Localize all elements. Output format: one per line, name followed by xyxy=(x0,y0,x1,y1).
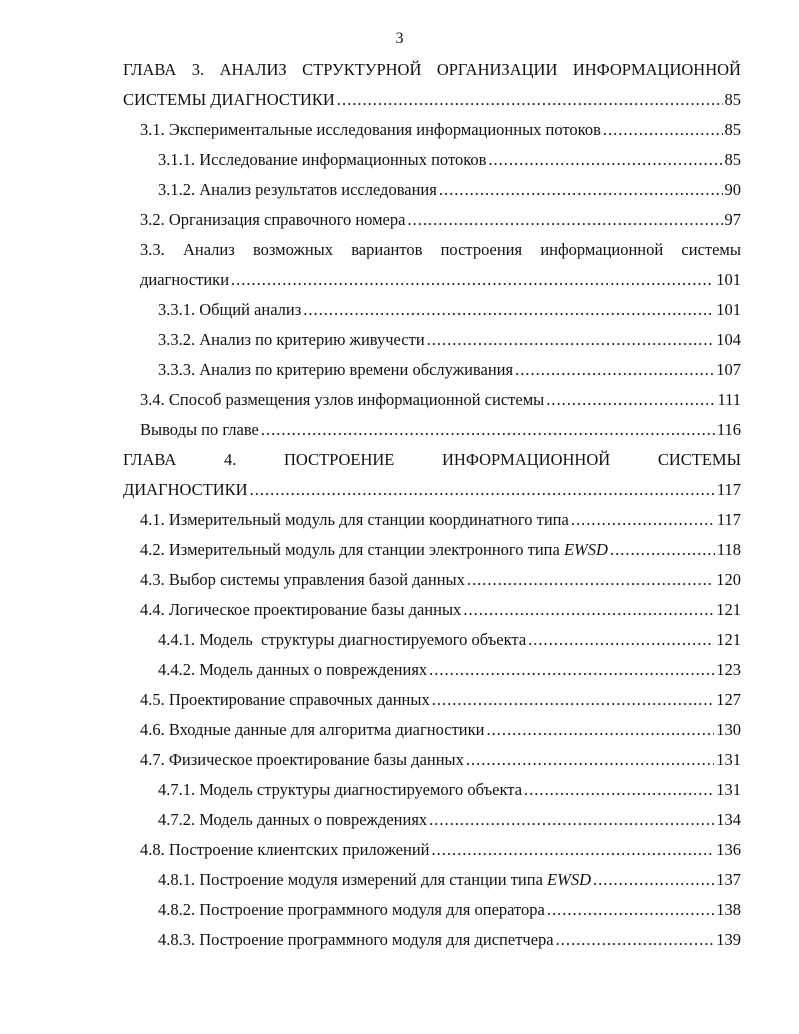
entry-label: 3.1.1. Исследование информационных потоков xyxy=(158,150,487,169)
page-ref: 139 xyxy=(716,930,741,949)
entry-label: ДИАГНОСТИКИ xyxy=(123,480,248,499)
page-ref: 120 xyxy=(716,570,741,589)
word: построения xyxy=(440,240,523,259)
leader-dots xyxy=(429,660,714,680)
leader-dots xyxy=(250,480,715,500)
entry-label: Выводы по главе xyxy=(140,420,259,439)
entry-label xyxy=(158,870,591,890)
toc-entry-4-8[interactable] xyxy=(140,840,741,860)
page-ref: 131 xyxy=(716,780,741,799)
toc-entry-3-3-3[interactable] xyxy=(158,360,741,380)
entry-label: 4.3. Выбор системы управления базой данных xyxy=(140,570,465,589)
leader-dots xyxy=(231,270,714,290)
word: 4. xyxy=(223,450,237,469)
entry-label: 4.1. Измерительный модуль для станции координатного типа xyxy=(140,510,569,529)
word: 3. xyxy=(191,60,205,79)
toc-entry-4-7-2[interactable] xyxy=(158,810,741,830)
word: информационной xyxy=(540,240,664,259)
word: ПОСТРОЕНИЕ xyxy=(283,450,395,469)
leader-dots xyxy=(546,390,715,410)
chapter-4-title-line-2[interactable] xyxy=(123,480,741,500)
page-ref: 121 xyxy=(716,630,741,649)
page-ref: 136 xyxy=(716,840,741,859)
toc-entry-3-4[interactable] xyxy=(140,390,741,410)
toc-entry-4-7[interactable] xyxy=(140,750,741,770)
entry-label: 4.7. Физическое проектирование базы данных xyxy=(140,750,464,769)
toc-entry-3-3-line-1 xyxy=(140,240,741,260)
word: ГЛАВА xyxy=(123,450,177,469)
toc-entry-4-2[interactable] xyxy=(140,540,741,560)
page-ref: 116 xyxy=(716,420,741,439)
chapter-3-title-line-2[interactable] xyxy=(123,90,741,110)
word: Анализ xyxy=(182,240,235,259)
toc-entry-4-4-1[interactable] xyxy=(158,630,741,650)
toc-entry-4-3[interactable] xyxy=(140,570,741,590)
page-ref: 118 xyxy=(716,540,741,559)
toc-entry-4-7-1[interactable] xyxy=(158,780,741,800)
page-ref: 123 xyxy=(716,660,741,679)
word: 3.3. xyxy=(140,240,165,259)
word: вариантов xyxy=(351,240,423,259)
entry-label: 4.4.2. Модель данных о повреждениях xyxy=(158,660,428,679)
leader-dots xyxy=(439,180,723,200)
leader-dots xyxy=(515,360,714,380)
leader-dots xyxy=(463,600,714,620)
label-text: 4.8.1. Построение модуля измерений для станции типа xyxy=(158,870,543,889)
toc-entry-3-3-line-2[interactable] xyxy=(140,270,741,290)
abbreviation: EWSD xyxy=(563,540,608,559)
toc-entry-3-1-1[interactable] xyxy=(158,150,741,170)
entry-label: 3.3.3. Анализ по критерию времени обслуживания xyxy=(158,360,514,379)
page-ref: 90 xyxy=(724,180,741,199)
entry-label: 4.8. Построение клиентских приложений xyxy=(140,840,430,859)
toc-entry-4-8-2[interactable] xyxy=(158,900,741,920)
entry-label: диагностики xyxy=(140,270,230,289)
label-text: 4.2. Измерительный модуль для станции электронного типа xyxy=(140,540,560,559)
leader-dots xyxy=(407,210,722,230)
page-ref: 107 xyxy=(716,360,741,379)
entry-label: 4.4.1. Модель структуры диагностируемого объекта xyxy=(158,630,527,649)
toc-entry-3-1-2[interactable] xyxy=(158,180,741,200)
entry-label xyxy=(140,540,608,560)
leader-dots xyxy=(593,870,714,890)
entry-label: 3.3.1. Общий анализ xyxy=(158,300,302,319)
leader-dots xyxy=(261,420,715,440)
leader-dots xyxy=(427,330,715,350)
entry-label: СИСТЕМЫ ДИАГНОСТИКИ xyxy=(123,90,335,109)
entry-label: 3.2. Организация справочного номера xyxy=(140,210,406,229)
entry-label: 3.3.2. Анализ по критерию живучести xyxy=(158,330,425,349)
page-ref: 131 xyxy=(716,750,741,769)
abbreviation: EWSD xyxy=(547,870,592,889)
leader-dots xyxy=(610,540,715,560)
toc-entry-3-3-2[interactable] xyxy=(158,330,741,350)
entry-label: 3.1. Экспериментальные исследования информационных потоков xyxy=(140,120,601,139)
page-ref: 138 xyxy=(716,900,741,919)
leader-dots xyxy=(571,510,715,530)
entry-label: 4.7.2. Модель данных о повреждениях xyxy=(158,810,428,829)
leader-dots xyxy=(524,780,714,800)
page-ref: 117 xyxy=(716,480,741,499)
page-ref: 85 xyxy=(724,150,741,169)
page-ref: 130 xyxy=(716,720,741,739)
leader-dots xyxy=(432,690,715,710)
leader-dots xyxy=(303,300,714,320)
toc-entry-4-8-1[interactable] xyxy=(158,870,741,890)
word: АНАЛИЗ xyxy=(219,60,287,79)
toc-entry-4-6[interactable] xyxy=(140,720,741,740)
leader-dots xyxy=(432,840,715,860)
word: ИНФОРМАЦИОННОЙ xyxy=(572,60,741,79)
entry-label: 4.8.2. Построение программного модуля для оператора xyxy=(158,900,545,919)
entry-label: 4.4. Логическое проектирование базы данных xyxy=(140,600,462,619)
toc-entry-4-4-2[interactable] xyxy=(158,660,741,680)
toc-entry-4-4[interactable] xyxy=(140,600,741,620)
toc-entry-3-2[interactable] xyxy=(140,210,741,230)
leader-dots xyxy=(466,750,714,770)
page-ref: 127 xyxy=(716,690,741,709)
page-ref: 117 xyxy=(716,510,741,529)
word: системы xyxy=(681,240,741,259)
entry-label: 4.8.3. Построение программного модуля для диспетчера xyxy=(158,930,554,949)
page-ref: 101 xyxy=(716,300,741,319)
leader-dots xyxy=(337,90,723,110)
chapter-3-title-line-1 xyxy=(123,60,741,80)
page-ref: 85 xyxy=(724,90,741,109)
entry-label: 3.1.2. Анализ результатов исследования xyxy=(158,180,437,199)
toc-entry-3-3-1[interactable] xyxy=(158,300,741,320)
page-ref: 85 xyxy=(724,120,741,139)
word: ОРГАНИЗАЦИИ xyxy=(436,60,558,79)
leader-dots xyxy=(556,930,715,950)
page-ref: 137 xyxy=(716,870,741,889)
entry-label: 3.4. Способ размещения узлов информационной системы xyxy=(140,390,545,409)
word: СТРУКТУРНОЙ xyxy=(302,60,422,79)
word: СИСТЕМЫ xyxy=(657,450,741,469)
leader-dots xyxy=(603,120,723,140)
chapter-4-title-line-1 xyxy=(123,450,741,470)
leader-dots xyxy=(429,810,714,830)
leader-dots xyxy=(488,150,722,170)
toc-entry-4-5[interactable] xyxy=(140,690,741,710)
toc-entry-4-8-3[interactable] xyxy=(158,930,741,950)
toc-entry-4-1[interactable] xyxy=(140,510,741,530)
page-ref: 101 xyxy=(716,270,741,289)
leader-dots xyxy=(467,570,714,590)
leader-dots xyxy=(547,900,714,920)
entry-label: 4.7.1. Модель структуры диагностируемого объекта xyxy=(158,780,523,799)
page-ref: 104 xyxy=(716,330,741,349)
toc-entry-3-1[interactable] xyxy=(140,120,741,140)
page-ref: 97 xyxy=(724,210,741,229)
leader-dots xyxy=(486,720,714,740)
page-ref: 134 xyxy=(716,810,741,829)
toc-entry-chapter-3-conclusions[interactable] xyxy=(140,420,741,440)
page-number: 3 xyxy=(395,30,404,47)
page-ref: 121 xyxy=(716,600,741,619)
word: возможных xyxy=(252,240,334,259)
leader-dots xyxy=(528,630,714,650)
entry-label: 4.5. Проектирование справочных данных xyxy=(140,690,430,709)
word: ИНФОРМАЦИОННОЙ xyxy=(442,450,611,469)
entry-label: 4.6. Входные данные для алгоритма диагностики xyxy=(140,720,485,739)
word: ГЛАВА xyxy=(123,60,177,79)
page-ref: 111 xyxy=(717,390,741,409)
